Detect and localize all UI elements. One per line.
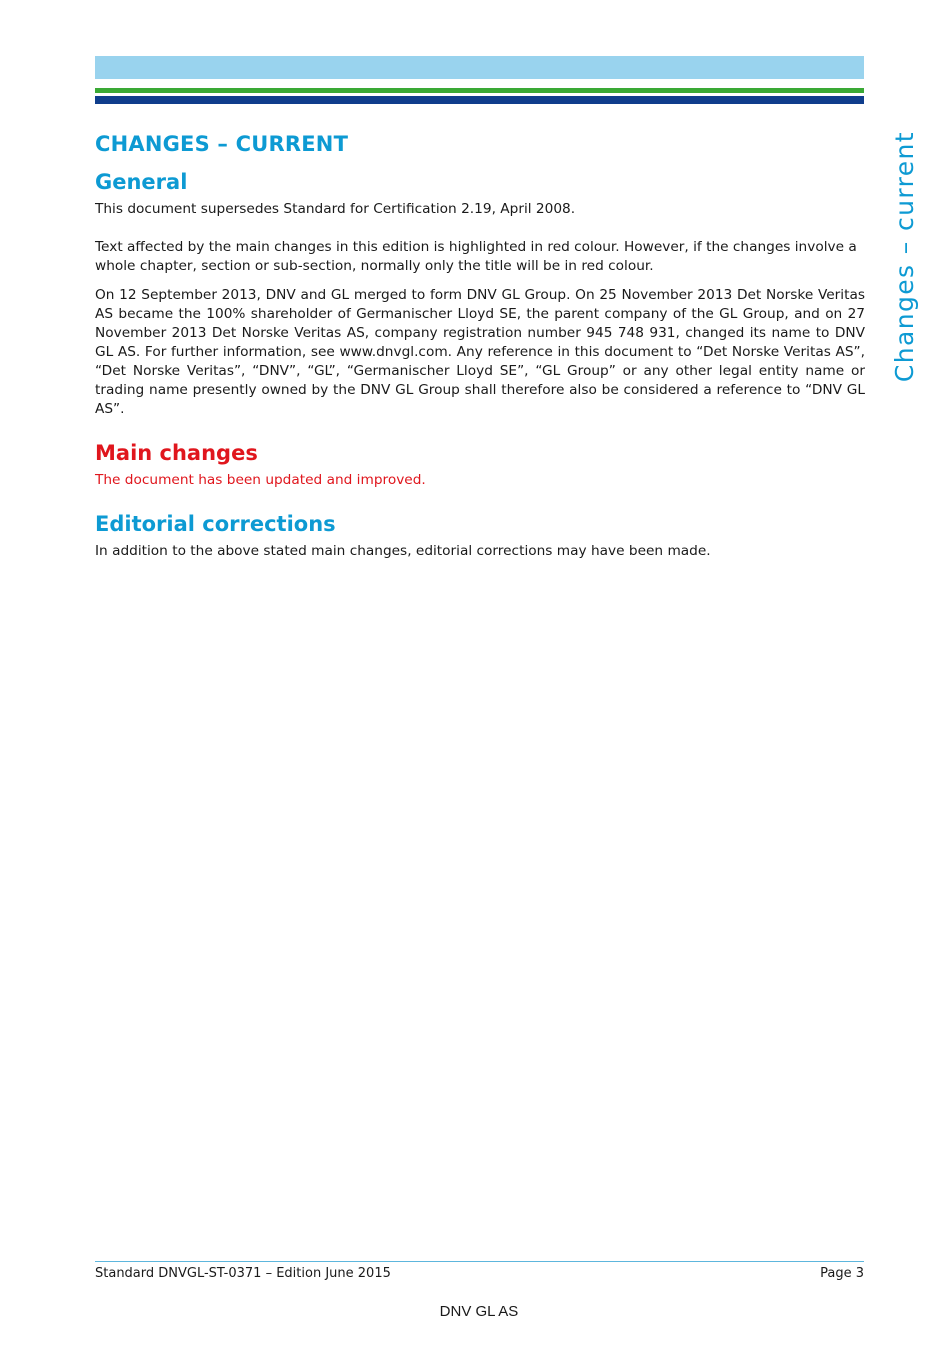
general-heading: General — [95, 170, 188, 194]
footer-divider — [95, 1261, 864, 1262]
general-paragraph-3: On 12 September 2013, DNV and GL merged to form DNV GL Group. On 25 November 2013 Det Norske Veritas AS became the 100% shareholder of Germanischer Lloyd SE, the parent company of the GL Group, and on 27 November 2013 Det Norske Veritas AS, company registration number 945 748 931, changed its name to DNV GL AS. For further information, see www.dnvgl.com. Any reference in this document to “Det Norske Veritas AS”, “Det Norske Veritas”, “DNV”, “GL”, “Germanischer Lloyd SE”, “GL Group” or any other legal entity name or trading name presently owned by the DNV GL Group shall therefore also be considered a reference to “DNV GL AS”. — [95, 287, 865, 417]
document-body — [95, 132, 865, 561]
main-changes-heading: Main changes — [95, 441, 258, 465]
editorial-corrections-heading: Editorial corrections — [95, 512, 336, 536]
page-title: CHANGES – CURRENT — [95, 132, 349, 156]
footer-company-name: DNV GL AS — [439, 1303, 519, 1320]
page-footer — [95, 1266, 864, 1281]
main-changes-text: The document has been updated and improved. — [95, 472, 426, 488]
footer-page-number: Page 3 — [820, 1266, 864, 1281]
header-band-light-blue — [95, 56, 864, 79]
sidebar-chapter-tab — [888, 131, 920, 383]
general-paragraph-2: Text affected by the main changes in this edition is highlighted in red colour. However, if the changes involve a whole chapter, section or sub-section, normally only the title will be in red colour. — [95, 239, 857, 274]
general-paragraph-1: This document supersedes Standard for Certification 2.19, April 2008. — [95, 201, 576, 217]
header-band-navy — [95, 96, 864, 104]
sidebar-title: Changes – current — [889, 131, 919, 383]
footer-document-id: Standard DNVGL-ST-0371 – Edition June 2015 — [95, 1266, 391, 1281]
header-band-green — [95, 88, 864, 93]
editorial-corrections-text: In addition to the above stated main changes, editorial corrections may have been made. — [95, 543, 711, 559]
